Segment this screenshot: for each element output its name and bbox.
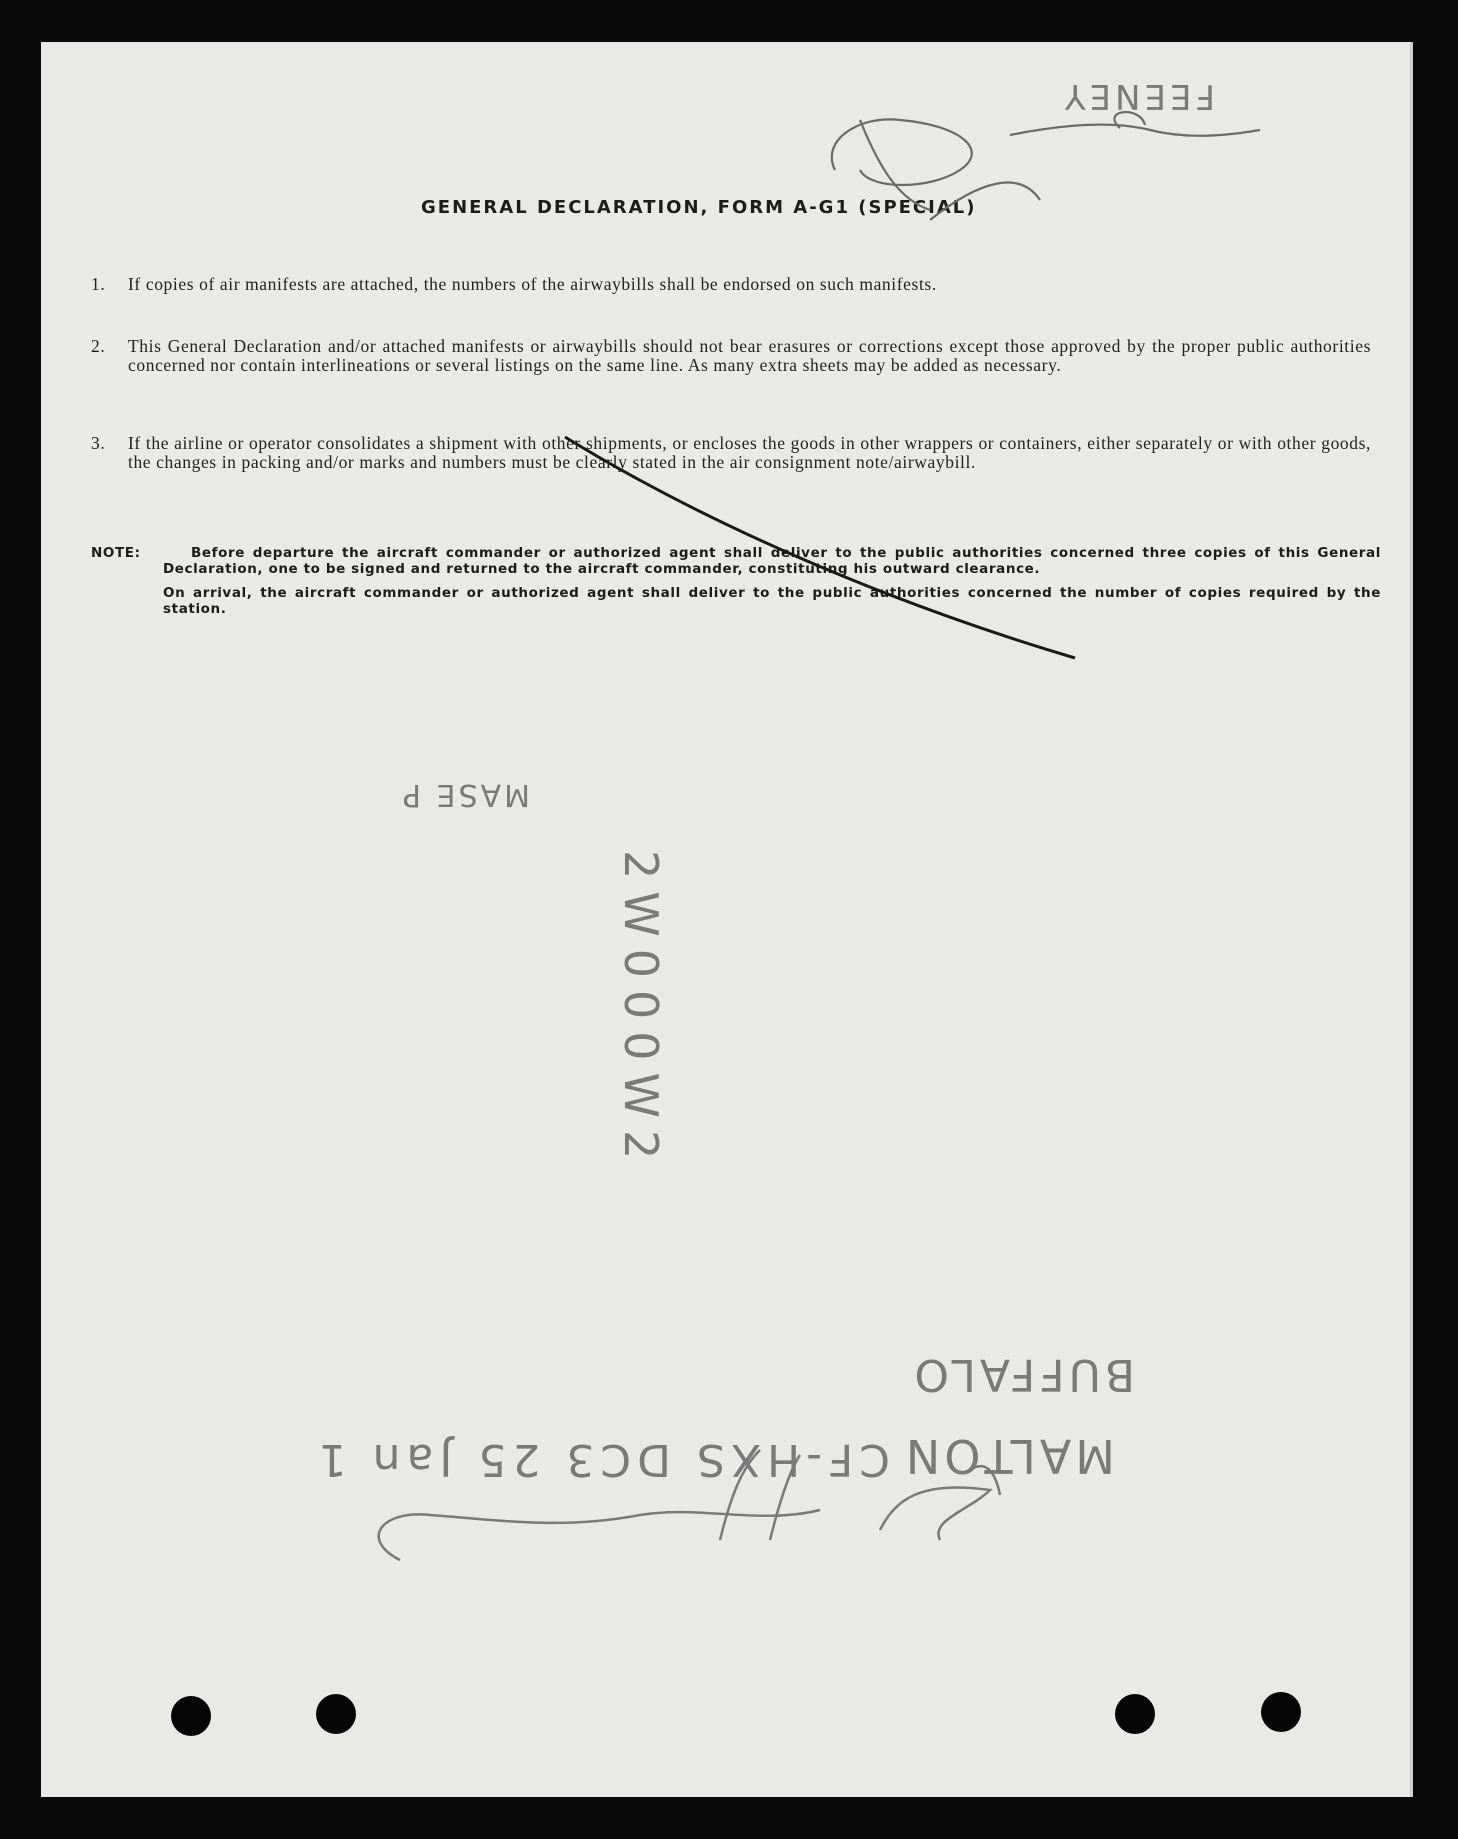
note-block	[91, 545, 1381, 617]
svg-text:MASE P: MASE P	[399, 777, 530, 812]
item-number: 1.	[91, 274, 106, 294]
svg-text:2W000W2: 2W000W2	[614, 850, 668, 1172]
note-label: NOTE:	[91, 545, 141, 561]
svg-text:CF-HXS DC3 25 Jan 1: CF-HXS DC3 25 Jan 1	[312, 1434, 890, 1485]
form-title: GENERAL DECLARATION, FORM A-G1 (SPECIAL)	[421, 197, 977, 218]
instruction-item-3	[91, 434, 1371, 472]
note-paragraph-arrival: On arrival, the aircraft commander or authorized agent shall deliver to the public authorities concerned the number of copies required by the station.	[163, 585, 1381, 617]
instruction-item-1	[91, 275, 1371, 294]
svg-text:FEENEY: FEENEY	[1060, 76, 1215, 116]
instruction-item-2	[91, 337, 1371, 375]
item-number: 2.	[91, 336, 106, 356]
form-page	[41, 42, 1413, 1797]
item-text: If the airline or operator consolidates a shipment with other shipments, or encloses the goods in other wrappers or containers, either separately or with other goods, the changes in packing and/or marks and numbers must be clearly stated in the air consignment note/airwaybill.	[128, 433, 1371, 472]
svg-text:MALTON: MALTON	[901, 1429, 1115, 1483]
item-number: 3.	[91, 433, 106, 453]
item-text: If copies of air manifests are attached, the numbers of the airwaybills shall be endorsed on such manifests.	[128, 274, 937, 294]
note-paragraph-departure: Before departure the aircraft commander or authorized agent shall deliver to the public authorities concerned three copies of this General Declaration, one to be signed and returned to the aircraft commander, constituting his outward clearance.	[163, 545, 1381, 577]
svg-text:BUFFALO: BUFFALO	[910, 1349, 1135, 1400]
item-text: This General Declaration and/or attached manifests or airwaybills should not bear erasures or corrections except those approved by the proper public authorities concerned nor contain interlineations or several listings on the same line. As many extra sheets may be added as necessary.	[128, 336, 1371, 375]
